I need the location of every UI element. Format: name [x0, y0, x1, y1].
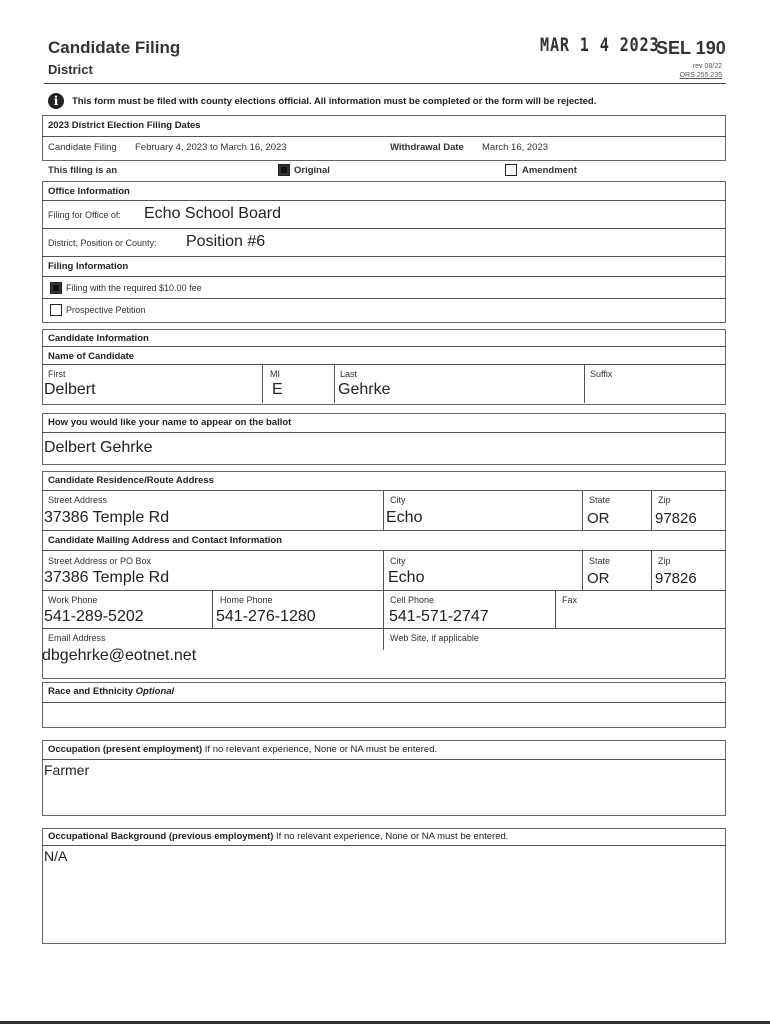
- mailing-zip-field[interactable]: 97826: [655, 570, 697, 587]
- divider: [383, 590, 384, 628]
- office-heading: Office Information: [48, 186, 130, 197]
- amendment-label: Amendment: [522, 165, 577, 176]
- original-label: Original: [294, 165, 330, 176]
- fee-label: Filing with the required $10.00 fee: [66, 283, 202, 293]
- dates-heading: 2023 District Election Filing Dates: [48, 120, 201, 131]
- divider: [42, 845, 726, 846]
- divider: [334, 364, 335, 403]
- divider: [42, 364, 726, 365]
- mailing-heading: Candidate Mailing Address and Contact Information: [48, 535, 282, 546]
- mailing-city-label: City: [390, 556, 406, 566]
- mailing-state-field[interactable]: OR: [587, 570, 610, 587]
- received-date-stamp: MAR 1 4 2023: [540, 34, 660, 56]
- divider: [42, 590, 726, 591]
- header-divider: [44, 83, 726, 84]
- amendment-checkbox[interactable]: [505, 164, 517, 176]
- form-title: Candidate Filing: [48, 38, 181, 57]
- divider: [555, 590, 556, 628]
- fax-label: Fax: [562, 595, 578, 605]
- notice-text: This form must be filed with county elections official. All information must be completed or the form will be rejected.: [72, 95, 597, 107]
- fee-checkbox[interactable]: [50, 282, 62, 294]
- form-revision: [680, 62, 722, 80]
- email-label: Email Address: [48, 633, 106, 643]
- work-phone-field[interactable]: 541-289-5202: [44, 608, 144, 625]
- occupation-field[interactable]: Farmer: [44, 762, 90, 778]
- withdrawal-date-value: March 16, 2023: [482, 142, 549, 153]
- district-field[interactable]: Position #6: [186, 233, 266, 250]
- race-heading: [48, 686, 174, 697]
- last-name-field[interactable]: Gehrke: [338, 381, 391, 398]
- work-phone-label: Work Phone: [48, 595, 98, 605]
- residence-street-field[interactable]: 37386 Temple Rd: [44, 509, 170, 526]
- original-checkbox[interactable]: [278, 164, 290, 176]
- occupation-note: If no relevant experience, None or NA must be entered.: [204, 744, 438, 755]
- candidate-filing-label: Candidate Filing: [48, 142, 117, 153]
- petition-label: Prospective Petition: [66, 305, 146, 315]
- home-phone-label: Home Phone: [220, 595, 273, 605]
- race-heading-text: Race and Ethnicity: [48, 686, 133, 697]
- divider: [383, 628, 384, 650]
- divider: [42, 628, 726, 629]
- mi-field[interactable]: E: [272, 381, 283, 398]
- district-label: District, Position or County:: [48, 238, 157, 248]
- divider: [42, 256, 726, 257]
- occupation-heading-text: Occupation (present employment): [48, 744, 203, 755]
- divider: [42, 346, 726, 347]
- divider: [42, 200, 726, 201]
- name-heading: Name of Candidate: [48, 351, 135, 362]
- revision-date: rev 08/22: [692, 63, 722, 70]
- mailing-zip-label: Zip: [658, 556, 671, 566]
- cell-phone-field[interactable]: 541-571-2747: [389, 608, 489, 625]
- ors-reference: ORS 255.235: [679, 72, 722, 79]
- divider: [651, 550, 652, 590]
- email-field[interactable]: dbgehrke@eotnet.net: [42, 647, 197, 664]
- form-subtitle: District: [48, 62, 93, 77]
- divider: [584, 364, 585, 403]
- divider: [42, 759, 726, 760]
- info-icon: i: [48, 93, 64, 109]
- divider: [42, 530, 726, 531]
- divider: [42, 550, 726, 551]
- first-name-label: First: [48, 369, 66, 379]
- office-field[interactable]: Echo School Board: [144, 205, 281, 222]
- divider: [42, 276, 726, 277]
- race-optional-note: Optional: [135, 686, 175, 697]
- background-heading-text: Occupational Background (previous employment): [48, 831, 274, 842]
- residence-state-field[interactable]: OR: [587, 510, 610, 527]
- divider: [42, 228, 726, 229]
- background-note: If no relevant experience, None or NA must be entered.: [276, 831, 509, 842]
- mailing-street-label: Street Address or PO Box: [48, 556, 152, 566]
- first-name-field[interactable]: Delbert: [44, 381, 96, 398]
- residence-zip-field[interactable]: 97826: [655, 510, 697, 527]
- divider: [42, 490, 726, 491]
- suffix-label: Suffix: [590, 369, 613, 379]
- occupation-heading: [48, 744, 437, 755]
- withdrawal-date-label: Withdrawal Date: [390, 142, 464, 153]
- office-label: Filing for Office of:: [48, 210, 121, 220]
- office-section: [42, 181, 726, 323]
- residence-street-label: Street Address: [48, 495, 108, 505]
- background-heading: [48, 831, 508, 842]
- divider: [383, 550, 384, 590]
- petition-checkbox[interactable]: [50, 304, 62, 316]
- form-notice: [48, 93, 596, 109]
- residence-city-field[interactable]: Echo: [386, 509, 423, 526]
- website-label: Web Site, if applicable: [390, 633, 479, 643]
- residence-heading: Candidate Residence/Route Address: [48, 475, 214, 486]
- ballot-name-heading: How you would like your name to appear on the ballot: [48, 417, 292, 428]
- filing-type-label: This filing is an: [48, 165, 118, 176]
- divider: [42, 432, 726, 433]
- divider: [42, 702, 726, 703]
- divider: [42, 136, 726, 137]
- residence-state-label: State: [589, 495, 611, 505]
- cell-phone-label: Cell Phone: [390, 595, 435, 605]
- last-name-label: Last: [340, 369, 358, 379]
- background-field[interactable]: N/A: [44, 848, 68, 864]
- divider: [383, 490, 384, 530]
- ballot-name-field[interactable]: Delbert Gehrke: [44, 439, 153, 456]
- residence-city-label: City: [390, 495, 406, 505]
- divider: [212, 590, 213, 628]
- divider: [582, 550, 583, 590]
- mi-label: MI: [270, 369, 280, 379]
- home-phone-field[interactable]: 541-276-1280: [216, 608, 316, 625]
- residence-zip-label: Zip: [658, 495, 671, 505]
- divider: [42, 298, 726, 299]
- candidate-filing-dates: February 4, 2023 to March 16, 2023: [135, 142, 287, 153]
- mailing-state-label: State: [589, 556, 611, 566]
- candidate-heading: Candidate Information: [48, 333, 149, 344]
- divider: [582, 490, 583, 530]
- mailing-street-field[interactable]: 37386 Temple Rd: [44, 569, 170, 586]
- mailing-city-field[interactable]: Echo: [388, 569, 425, 586]
- filing-info-heading: Filing Information: [48, 261, 129, 272]
- form-number: SEL 190: [656, 38, 726, 58]
- divider: [262, 364, 263, 403]
- divider: [651, 490, 652, 530]
